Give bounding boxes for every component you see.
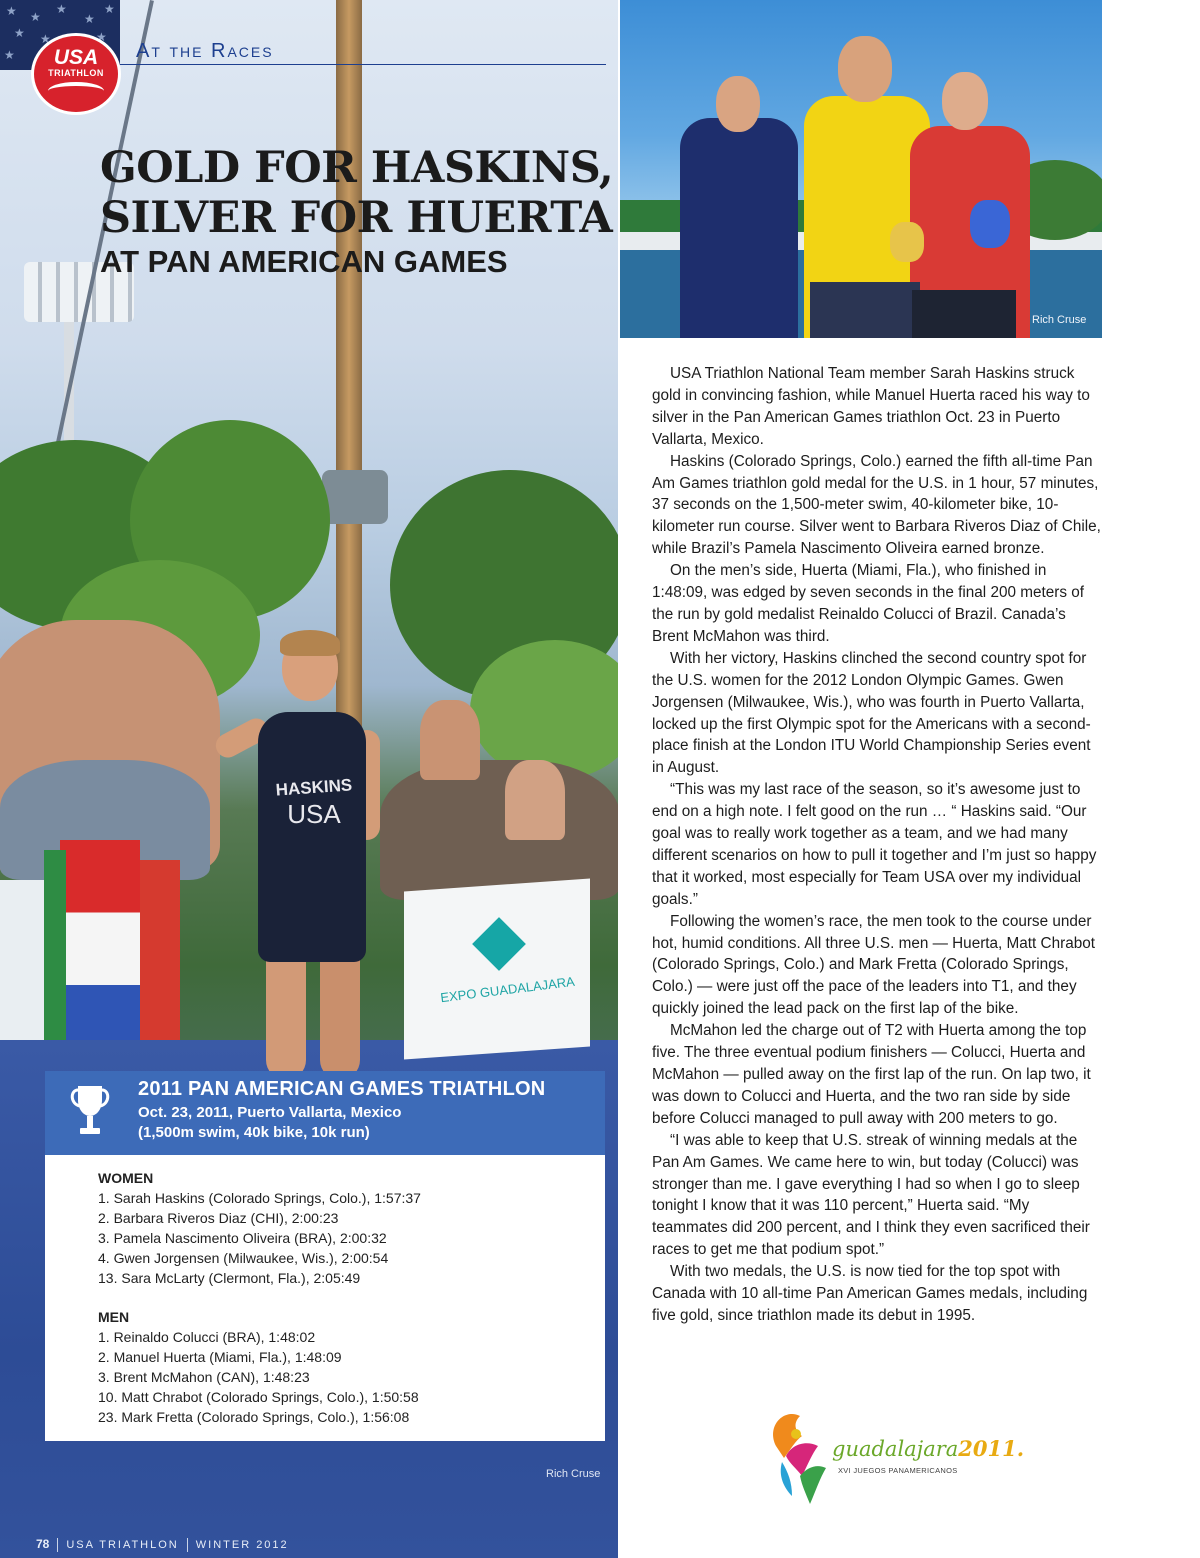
trophy-icon [68, 1082, 112, 1142]
section-rule [120, 64, 606, 65]
results-date-location: Oct. 23, 2011, Puerto Vallarta, Mexico [138, 1104, 402, 1121]
result-line: 23. Mark Fretta (Colorado Springs, Colo.), 1:56:08 [98, 1409, 410, 1425]
article-paragraph: “I was able to keep that U.S. streak of winning medals at the Pan Am Games. We came here to win, but today (Colucci) was stronger than me. I gave everything I had so when I go to sleep tonight I know that it was 110 percent,” Huerta said. “My teammates did 200 percent, and I think they even sacrificed their races to get me that podium spot.” [652, 1131, 1090, 1259]
result-line: 1. Reinaldo Colucci (BRA), 1:48:02 [98, 1329, 316, 1345]
headline-line-1: GOLD FOR HASKINS, [100, 143, 614, 193]
logo-subtext: TRIATHLON [48, 68, 104, 78]
men-heading: MEN [98, 1309, 130, 1325]
women-heading: WOMEN [98, 1170, 154, 1186]
article-paragraph: USA Triathlon National Team member Sarah Haskins struck gold in convincing fashion, while Manuel Huerta raced his way to silver in the Pan American Games triathlon Oct. 23 in Puerto Vallarta, Mexico. [652, 365, 1090, 448]
article-paragraph: “This was my last race of the season, so it’s awesome just to end on a high note. I felt good on the run … “ Haskins said. “Our goal was to really work together as a team, and we had many different scenarios on how to pull it together and I’m just so happy that it worked, most especially for Team USA over my individual goals.” [652, 781, 1097, 908]
result-line: 13. Sara McLarty (Clermont, Fla.), 2:05:49 [98, 1270, 361, 1286]
photo-credit: Rich Cruse [1032, 314, 1087, 326]
issue-label: WINTER 2012 [195, 1539, 289, 1551]
headline-line-2: SILVER FOR HUERTA [100, 193, 613, 243]
usa-triathlon-logo [34, 36, 118, 112]
runner-bib [274, 775, 354, 827]
result-line: 10. Matt Chrabot (Colorado Springs, Colo.), 1:50:58 [98, 1389, 419, 1405]
page-footer [36, 1537, 289, 1552]
logo-text: USA [53, 46, 99, 69]
magazine-name: USA TRIATHLON [66, 1539, 179, 1551]
result-line: 2. Manuel Huerta (Miami, Fla.), 1:48:09 [98, 1349, 342, 1365]
article-paragraph: On the men’s side, Huerta (Miami, Fla.), who finished in 1:48:09, was edged by seven seconds in the final 200 meters of the run by gold medalist Reinaldo Colucci of Brazil. Canada’s Brent McMahon was third. [652, 562, 1084, 645]
result-line: 4. Gwen Jorgensen (Milwaukee, Wis.), 2:00:54 [98, 1250, 389, 1266]
stars-pattern: ★ ★ ★ ★ ★ ★ ★ ★ ★ [0, 0, 120, 70]
photo-credit: Rich Cruse [546, 1468, 601, 1480]
article-paragraph: With two medals, the U.S. is now tied for the top spot with Canada with 10 all-time Pan American Games medals, including five gold, since triathlon made its debut in 1995. [652, 1263, 1088, 1324]
result-line: 3. Brent McMahon (CAN), 1:48:23 [98, 1369, 310, 1385]
result-line: 2. Barbara Riveros Diaz (CHI), 2:00:23 [98, 1210, 339, 1226]
article-paragraph: With her victory, Haskins clinched the second country spot for the U.S. women for the 2012 London Olympic Games. Gwen Jorgensen (Milwaukee, Wis.), who was fourth in Puerto Vallarta, locked up the first Olympic spot for the Americans with a second-place finish at the London ITU World Championship Series event in August. [652, 649, 1091, 777]
results-title: 2011 PAN AMERICAN GAMES TRIATHLON [138, 1078, 546, 1100]
bib-country: USA [287, 799, 341, 829]
event-logo-word: guadalajara2011. [832, 1436, 1025, 1461]
runner-hair [280, 630, 340, 656]
podium-photo [620, 0, 1102, 338]
logo-swoosh [48, 82, 104, 100]
result-line: 3. Pamela Nascimento Oliveira (BRA), 2:00:32 [98, 1230, 387, 1246]
runner-trisuit [258, 712, 366, 962]
results-distances: (1,500m swim, 40k bike, 10k run) [138, 1124, 370, 1141]
headline [100, 143, 614, 283]
article-body [652, 363, 1102, 1327]
section-label: At the Races [136, 40, 274, 62]
page-number: 78 [36, 1537, 50, 1551]
sponsor-banner-text: EXPO GUADALAJARA [439, 973, 576, 1006]
headline-subtitle: AT PAN AMERICAN GAMES [100, 244, 508, 279]
bib-name: HASKINS [275, 775, 353, 800]
result-line: 1. Sarah Haskins (Colorado Springs, Colo.), 1:57:37 [98, 1190, 421, 1206]
article-paragraph: McMahon led the charge out of T2 with Huerta among the top five. The three eventual podium finishers — Colucci, Huerta and McMahon — pulled away on the first lap of the run. On lap two, it was down to Colucci and Huerta, and the two ran side by side before Colucci managed to pull away with 200 meters to go. [652, 1022, 1091, 1127]
event-logo-subtitle: XVI JUEGOS PANAMERICANOS [838, 1466, 958, 1475]
article-paragraph: Haskins (Colorado Springs, Colo.) earned the fifth all-time Pan Am Games triathlon gold medal for the U.S. in 1 hour, 57 minutes, 37 seconds on the 1,500-meter swim, 40-kilometer bike, 10-kilometer run course. Silver went to Barbara Riveros Diaz of Chile, while Brazil’s Pamela Nascimento Oliveira earned bronze. [652, 452, 1101, 558]
article-paragraph: Following the women’s race, the men took to the course under hot, humid conditions. All three U.S. men — Huerta, Matt Chrabot (Colorado Springs, Colo.) and Mark Fretta (Colorado Springs, Colo.) — were just off the pace of the leaders into T1, and they quickly joined the lead pack on the first lap of the bike. [652, 912, 1095, 1018]
